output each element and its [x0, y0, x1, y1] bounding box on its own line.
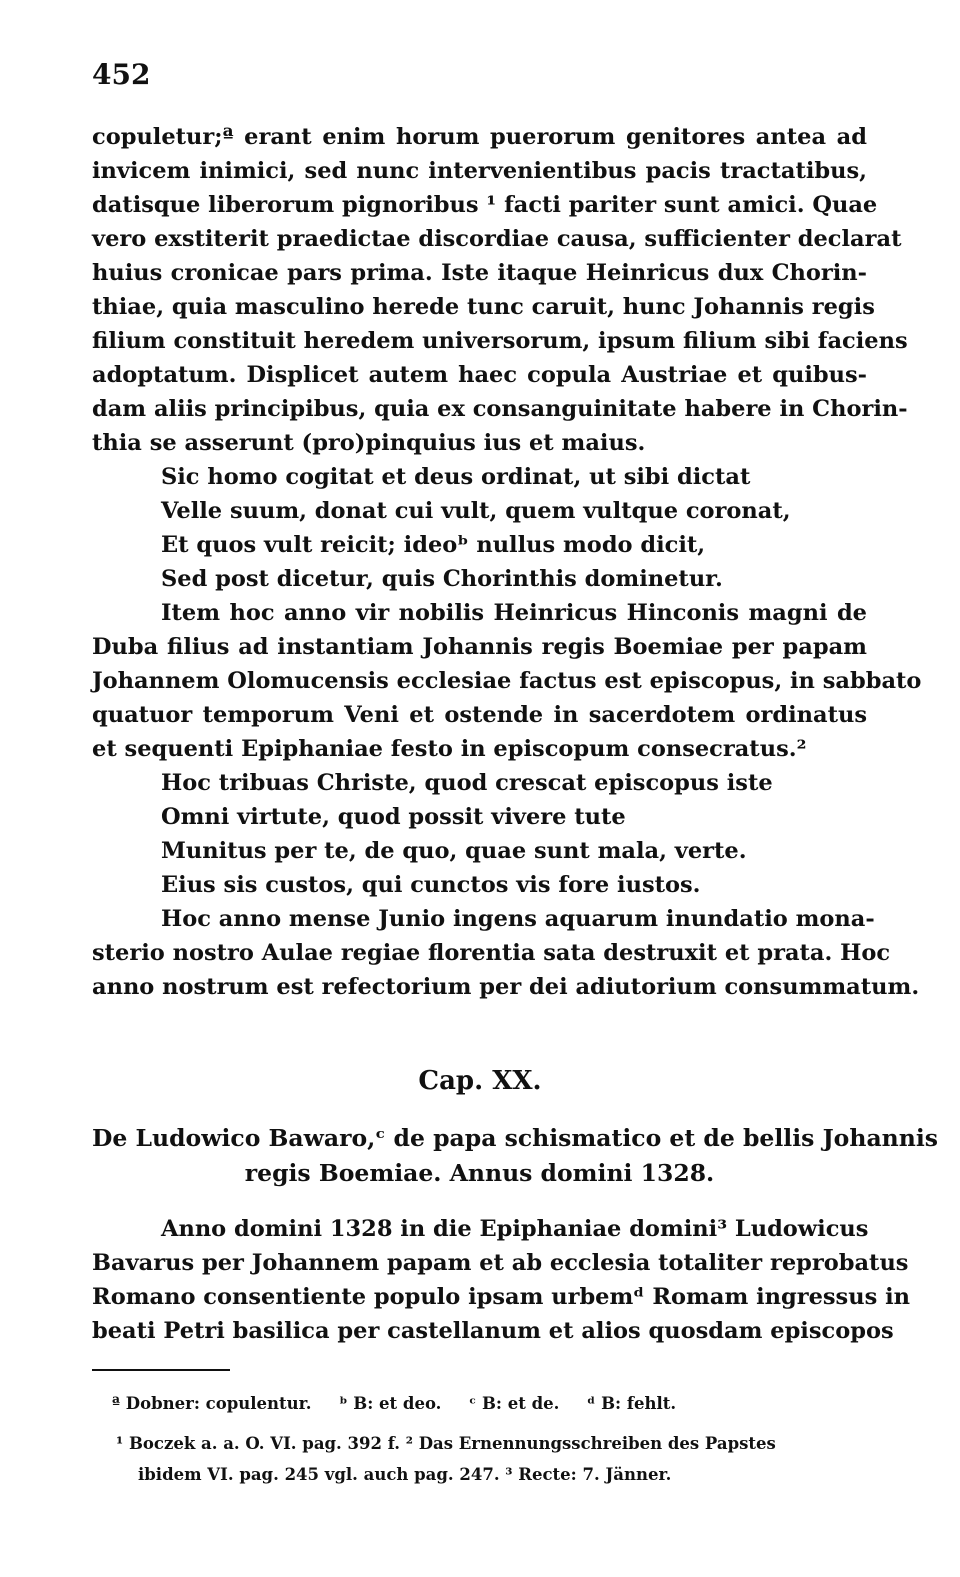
footnote-c: ᶜ B: et de. — [469, 1394, 560, 1413]
footnote-a: ª Dobner: copulentur. — [112, 1394, 312, 1413]
text-line: quatuor temporum Veni et ostende in sacerdotem ordinatus — [92, 702, 867, 728]
chapter-heading: Cap. XX. — [418, 1066, 542, 1096]
paragraph-4 — [92, 1212, 910, 1348]
verse-line: Eius sis custos, qui cunctos vis fore iustos. — [161, 872, 701, 898]
text-line: filium constituit heredem universorum, ipsum filium sibi faciens — [92, 328, 908, 354]
text-line: sterio nostro Aulae regiae florentia sata destruxit et prata. Hoc — [92, 940, 891, 966]
verse-line: Et quos vult reicit; ideoᵇ nullus modo dicit, — [161, 532, 706, 558]
footnote-b: ᵇ B: et deo. — [339, 1394, 442, 1413]
text-line: huius cronicae pars prima. Iste itaque Heinricus dux Chorin- — [92, 260, 867, 286]
footnotes-letters — [112, 1388, 852, 1419]
paragraph-2 — [92, 596, 922, 766]
text-line: datisque liberorum pignoribus ¹ facti pariter sunt amici. Quae — [92, 192, 878, 218]
chapter-title — [92, 1121, 938, 1191]
chapter-title-line: regis Boemiae. Annus domini 1328. — [244, 1159, 715, 1187]
page-number: 452 — [92, 58, 151, 91]
text-line: beati Petri basilica per castellanum et alios quosdam episcopos — [92, 1318, 894, 1344]
text-line: vero exstiterit praedictae discordiae causa, sufficienter declarat — [92, 226, 902, 252]
verse-2 — [92, 766, 867, 902]
text-line: Bavarus per Johannem papam et ab ecclesia totaliter reprobatus — [92, 1250, 909, 1276]
verse-line: Munitus per te, de quo, quae sunt mala, verte. — [161, 838, 747, 864]
chapter-title-line: De Ludowico Bawaro,ᶜ de papa schismatico et de bellis Johannis — [92, 1124, 938, 1152]
footnotes-numbers — [116, 1428, 866, 1490]
text-line: Anno domini 1328 in die Epiphaniae domini³ Ludowicus — [161, 1216, 869, 1242]
text-line: dam aliis principibus, quia ex consanguinitate habere in Chorin- — [92, 396, 908, 422]
text-line: anno nostrum est refectorium per dei adiutorium consummatum. — [92, 974, 920, 1000]
text-line: Item hoc anno vir nobilis Heinricus Hinconis magni de — [161, 600, 867, 626]
footnote-line: ¹ Boczek a. a. O. VI. pag. 392 f. ² Das Ernennungsschreiben des Papstes — [116, 1434, 776, 1453]
footnote-rule — [92, 1369, 230, 1371]
verse-1 — [92, 460, 867, 596]
footnote-d: ᵈ B: fehlt. — [587, 1394, 677, 1413]
verse-line: Hoc tribuas Christe, quod crescat episcopus iste — [161, 770, 773, 796]
text-line: thiae, quia masculino herede tunc caruit, hunc Johannis regis — [92, 294, 875, 320]
text-line: copuletur;ª erant enim horum puerorum genitores antea ad — [92, 124, 867, 150]
text-line: Romano consentiente populo ipsam urbemᵈ Romam ingressus in — [92, 1284, 910, 1310]
verse-line: Sed post dicetur, quis Chorinthis dominetur. — [161, 566, 723, 592]
paragraph-1 — [92, 120, 908, 460]
verse-line: Velle suum, donat cui vult, quem vultque coronat, — [161, 498, 791, 524]
text-line: Johannem Olomucensis ecclesiae factus est episcopus, in sabbato — [92, 668, 922, 694]
footnote-line: ibidem VI. pag. 245 vgl. auch pag. 247. ³ Recte: 7. Jänner. — [138, 1465, 672, 1484]
text-line: Duba filius ad instantiam Johannis regis Boemiae per papam — [92, 634, 867, 660]
text-line: thia se asserunt (pro)pinquius ius et maius. — [92, 430, 646, 456]
paragraph-3 — [92, 902, 920, 1004]
text-line: adoptatum. Displicet autem haec copula Austriae et quibus- — [92, 362, 867, 388]
verse-line: Omni virtute, quod possit vivere tute — [161, 804, 626, 830]
text-line: et sequenti Epiphaniae festo in episcopum consecratus.² — [92, 736, 807, 762]
verse-line: Sic homo cogitat et deus ordinat, ut sibi dictat — [161, 464, 751, 490]
text-line: invicem inimici, sed nunc intervenientibus pacis tractatibus, — [92, 158, 867, 184]
text-line: Hoc anno mense Junio ingens aquarum inundatio mona- — [161, 906, 875, 932]
